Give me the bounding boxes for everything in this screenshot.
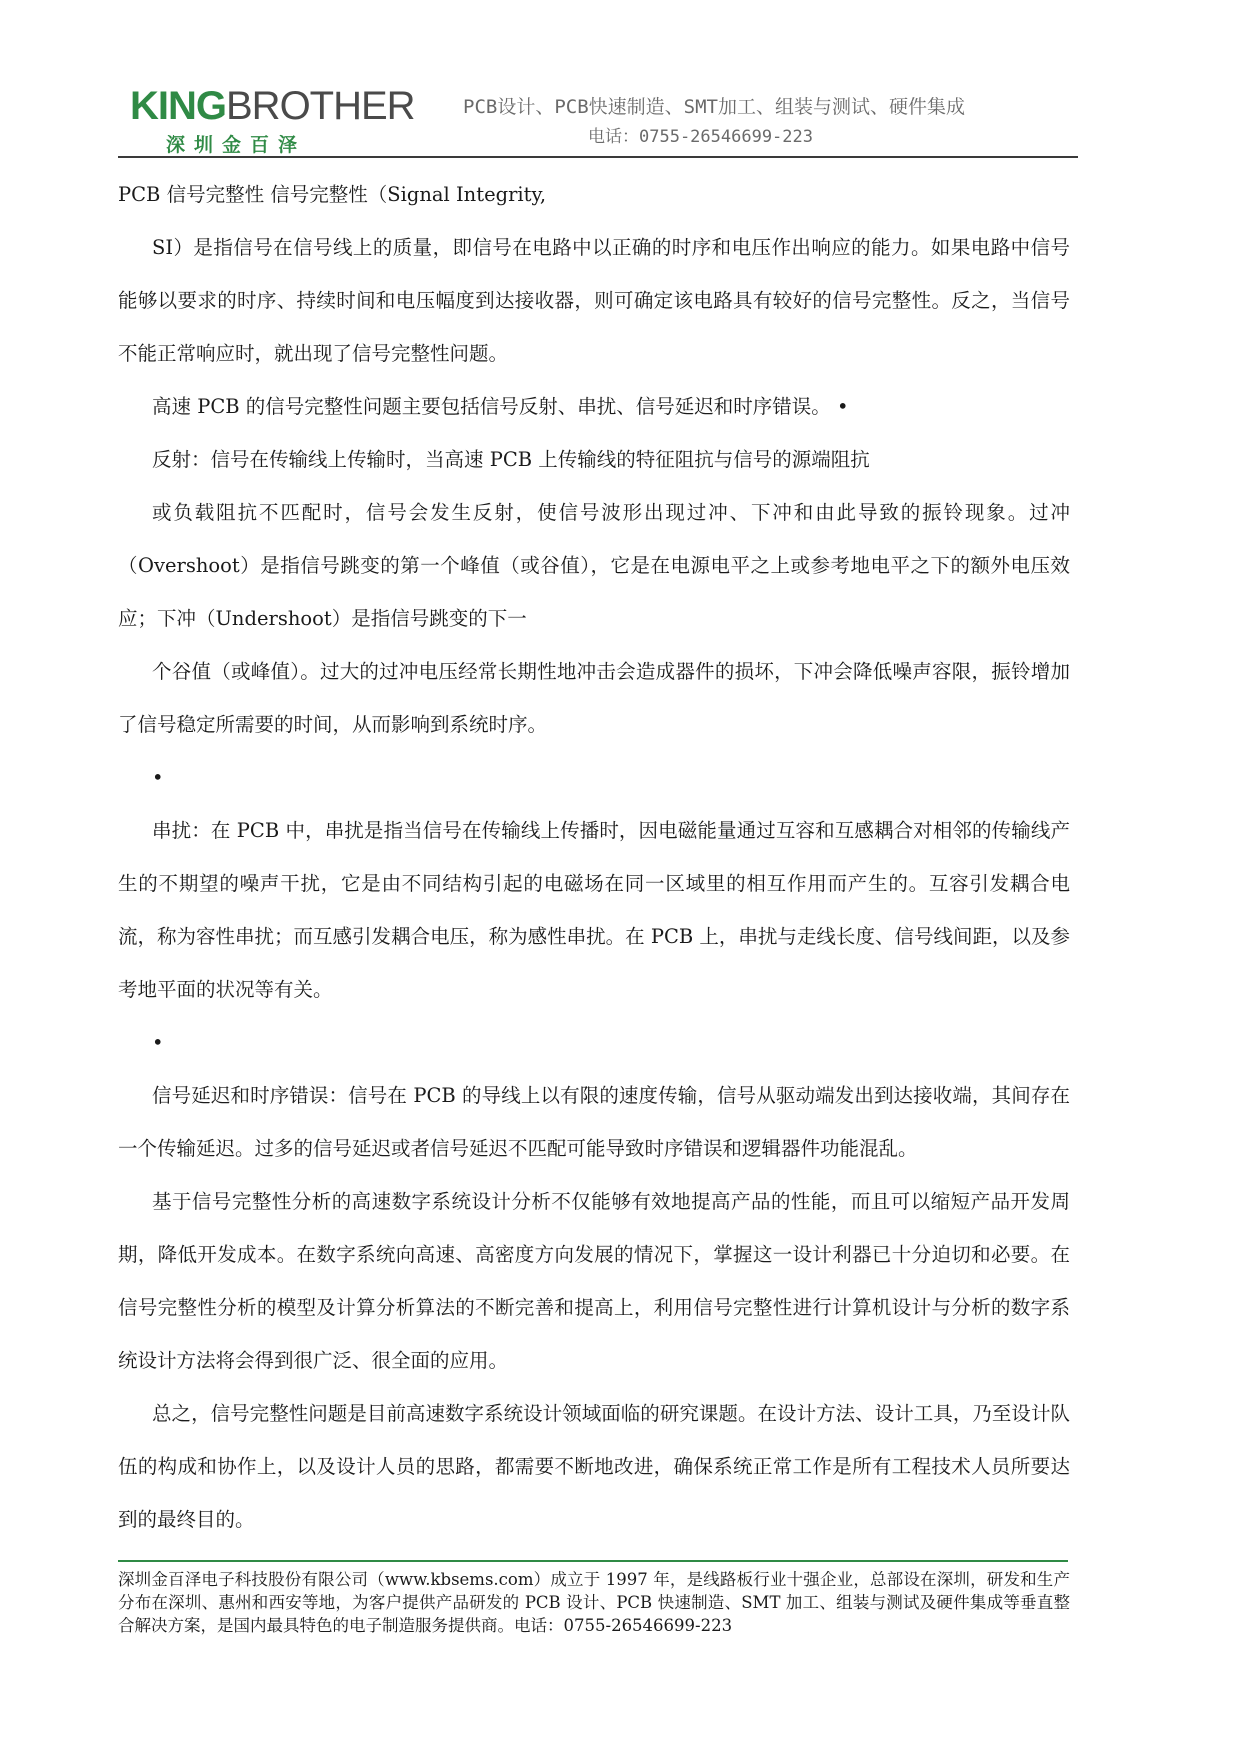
page-header <box>118 80 1078 160</box>
logo-subtitle: 深圳金百泽 <box>166 134 307 156</box>
paragraph-issues-overview: 高速 PCB 的信号完整性问题主要包括信号反射、串扰、信号延迟和时序错误。 • <box>152 395 849 418</box>
header-divider <box>118 156 1078 158</box>
paragraph-crosstalk: 串扰：在 PCB 中，串扰是指当信号在传输线上传播时，因电磁能量通过互容和互感耦合对相邻的传输线产生的不期望的噪声干扰，它是由不同结构引起的电磁场在同一区域里的相互作用而产生的。互容引发耦合电流，称为容性串扰；而互感引发耦合电压，称为感性串扰。在 PCB 上，串扰与走线长度、信号线间距，以及参考地平面的状况等有关。 <box>118 819 1070 1001</box>
paragraph-si-analysis: 基于信号完整性分析的高速数字系统设计分析不仅能够有效地提高产品的性能，而且可以缩短产品开发周期，降低开发成本。在数字系统向高速、高密度方向发展的情况下，掌握这一设计利器已十分迫切和必要。在信号完整性分析的模型及计算分析算法的不断完善和提高上，利用信号完整性进行计算机设计与分析的数字系统设计方法将会得到很广泛、很全面的应用。 <box>118 1190 1070 1372</box>
bullet-marker: • <box>152 1031 164 1054</box>
paragraph-delay-timing: 信号延迟和时序错误：信号在 PCB 的导线上以有限的速度传输，信号从驱动端发出到达接收端，其间存在一个传输延迟。过多的信号延迟或者信号延迟不匹配可能导致时序错误和逻辑器件功能混乱。 <box>118 1084 1070 1160</box>
bullet-marker: • <box>152 766 164 789</box>
footer-divider <box>118 1560 1068 1562</box>
document-body <box>118 168 1070 1546</box>
company-logo <box>130 86 415 126</box>
paragraph-title: PCB 信号完整性 信号完整性（Signal Integrity, <box>118 183 547 206</box>
header-tagline: PCB设计、PCB快速制造、SMT加工、组装与测试、硬件集成 <box>463 96 965 118</box>
paragraph-reflection-detail: 或负载阻抗不匹配时，信号会发生反射，使信号波形出现过冲、下冲和由此导致的振铃现象。过冲（Overshoot）是指信号跳变的第一个峰值（或谷值），它是在电源电平之上或参考地电平之下的额外电压效应；下冲（Undershoot）是指信号跳变的下一 <box>118 501 1070 630</box>
paragraph-conclusion: 总之，信号完整性问题是目前高速数字系统设计领域面临的研究课题。在设计方法、设计工具，乃至设计队伍的构成和协作上，以及设计人员的思路，都需要不断地改进，确保系统正常工作是所有工程技术人员所要达到的最终目的。 <box>118 1402 1070 1531</box>
logo-brother-text: BROTHER <box>226 84 415 128</box>
paragraph-reflection-effects: 个谷值（或峰值）。过大的过冲电压经常长期性地冲击会造成器件的损坏，下冲会降低噪声容限，振铃增加了信号稳定所需要的时间，从而影响到系统时序。 <box>118 660 1070 736</box>
logo-king-text: KING <box>130 84 226 128</box>
paragraph-reflection-intro: 反射：信号在传输线上传输时，当高速 PCB 上传输线的特征阻抗与信号的源端阻抗 <box>152 448 870 471</box>
header-phone: 电话：0755-26546699-223 <box>588 127 813 147</box>
paragraph-si-definition: SI）是指信号在信号线上的质量，即信号在电路中以正确的时序和电压作出响应的能力。如果电路中信号能够以要求的时序、持续时间和电压幅度到达接收器，则可确定该电路具有较好的信号完整性。反之，当信号不能正常响应时，就出现了信号完整性问题。 <box>118 236 1070 365</box>
page-footer: 深圳金百泽电子科技股份有限公司（www.kbsems.com）成立于 1997 年，是线路板行业十强企业，总部设在深圳，研发和生产分布在深圳、惠州和西安等地，为客户提供产品研发的 PCB 设计、PCB 快速制造、SMT 加工、组装与测试及硬件集成等垂直整合解决方案，是国内最具特色的电子制造服务提供商。电话：0755-26546699-223 <box>118 1570 1070 1635</box>
